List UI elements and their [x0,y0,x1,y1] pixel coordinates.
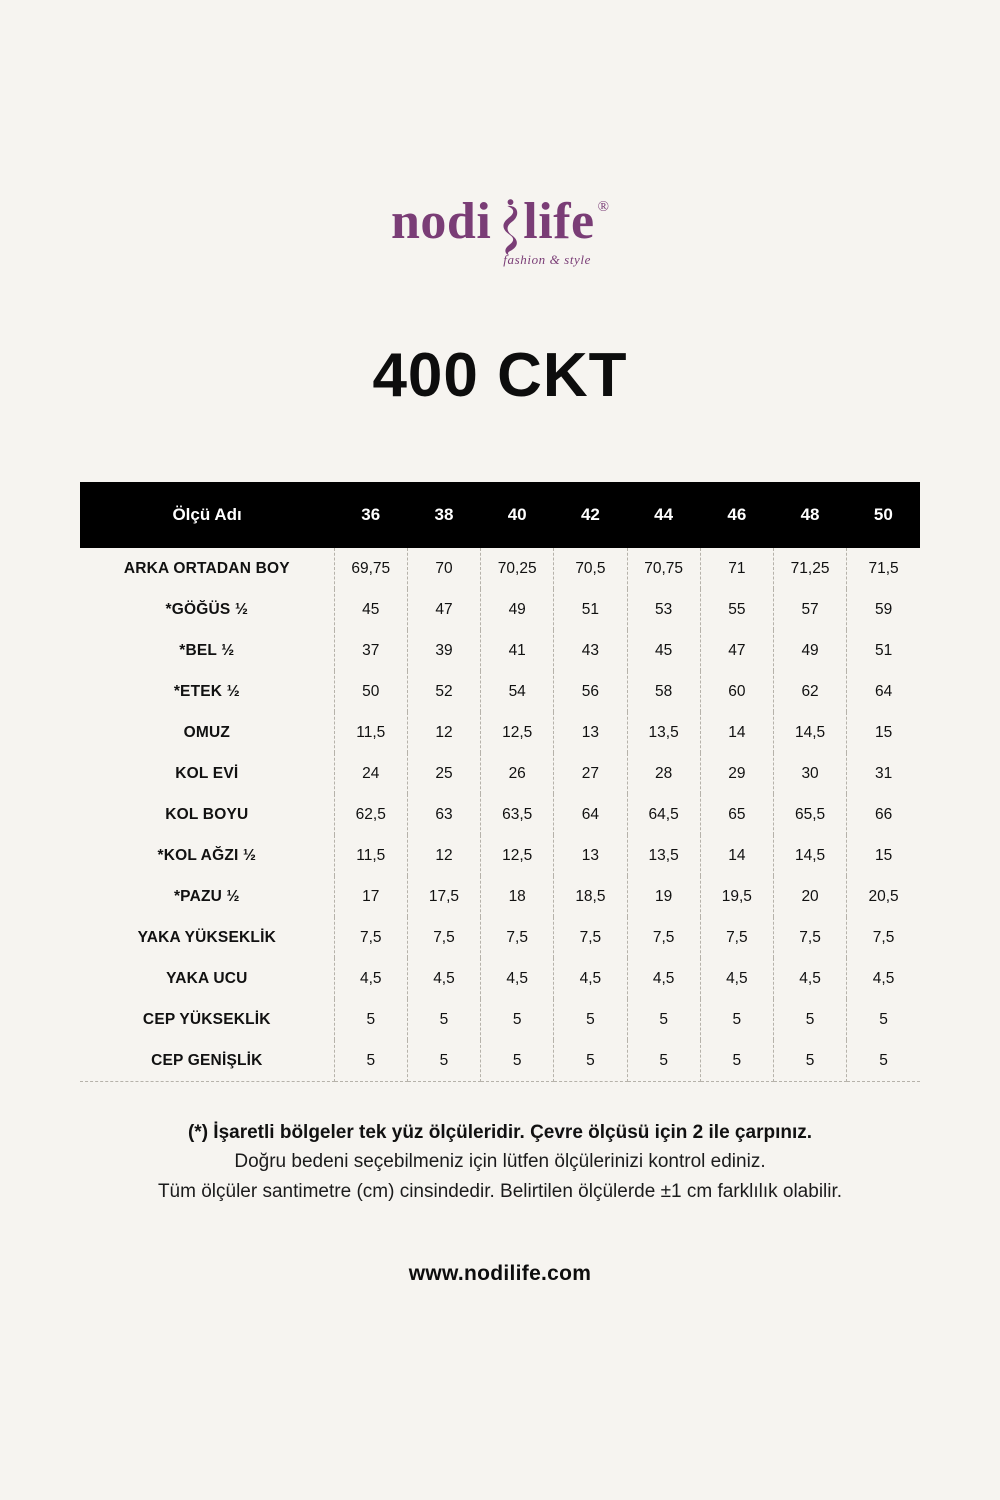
brand-logo [0,193,1000,267]
cell-value: 5 [554,1040,627,1082]
cell-value: 62 [773,671,846,712]
cell-value: 11,5 [334,712,407,753]
registered-trademark-icon: ® [597,199,609,215]
table-row [80,1040,920,1082]
footnotes [0,1118,1000,1206]
cell-value: 28 [627,753,700,794]
row-label: CEP YÜKSEKLİK [80,999,334,1040]
cell-value: 4,5 [700,958,773,999]
cell-value: 5 [334,999,407,1040]
cell-value: 15 [874,846,893,864]
woman-silhouette-icon [492,196,522,258]
cell-value: 7,5 [627,917,700,958]
cell-value: 5 [700,999,773,1040]
cell-value: 14 [700,835,773,876]
cell-value: 7,5 [481,917,554,958]
cell-value: 4,5 [481,958,554,999]
cell-value: 51 [874,641,893,659]
cell-value: 53 [627,589,700,630]
cell-value: 7,5 [334,917,407,958]
cell-value: 60 [700,671,773,712]
column-header-measure-name: Ölçü Adı [80,482,334,548]
footnote-primary: (*) İşaretli bölgeler tek yüz ölçüleridir. Çevre ölçüsü için 2 ile çarpınız. [187,1122,813,1143]
cell-value: 5 [481,1040,554,1082]
cell-value: 17 [334,876,407,917]
cell-value: 31 [874,764,893,782]
cell-value: 47 [407,589,480,630]
cell-value: 5 [773,999,846,1040]
column-header-size: 38 [407,482,480,548]
cell-value: 13,5 [627,835,700,876]
table-row [80,794,920,835]
cell-value: 41 [481,630,554,671]
cell-value: 11,5 [334,835,407,876]
cell-value: 4,5 [554,958,627,999]
cell-value: 15 [874,723,893,741]
cell-value: 51 [554,589,627,630]
row-label: *KOL AĞZI ½ [80,835,334,876]
cell-value: 69,75 [334,548,407,589]
cell-value: 5 [879,1010,888,1028]
row-label: YAKA UCU [80,958,334,999]
row-label: *ETEK ½ [80,671,334,712]
cell-value: 12 [407,835,480,876]
cell-value: 71 [700,548,773,589]
column-header-size: 50 [847,482,920,548]
cell-value: 30 [773,753,846,794]
cell-value: 26 [481,753,554,794]
column-header-size: 42 [554,482,627,548]
size-table [80,482,920,1082]
cell-value: 70 [407,548,480,589]
cell-value: 4,5 [627,958,700,999]
cell-value: 19,5 [700,876,773,917]
table-body [80,548,920,1082]
cell-value: 43 [554,630,627,671]
cell-value: 39 [407,630,480,671]
cell-value: 14,5 [773,835,846,876]
website-url[interactable]: www.nodilife.com [408,1262,592,1285]
cell-value: 18 [481,876,554,917]
column-header-size: 40 [481,482,554,548]
row-label: YAKA YÜKSEKLİK [80,917,334,958]
footnote-secondary: Doğru bedeni seçebilmeniz için lütfen ölçülerinizi kontrol ediniz. [234,1151,766,1173]
cell-value: 4,5 [407,958,480,999]
cell-value: 7,5 [554,917,627,958]
cell-value: 4,5 [773,958,846,999]
cell-value: 13 [554,835,627,876]
column-header-size: 48 [773,482,846,548]
cell-value: 54 [481,671,554,712]
cell-value: 4,5 [872,969,895,987]
cell-value: 70,75 [627,548,700,589]
cell-value: 56 [554,671,627,712]
cell-value: 4,5 [334,958,407,999]
row-label: *GÖĞÜS ½ [80,589,334,630]
cell-value: 5 [554,999,627,1040]
page-title: 400 CKT [372,341,628,410]
cell-value: 7,5 [700,917,773,958]
cell-value: 17,5 [407,876,480,917]
row-label: KOL EVİ [80,753,334,794]
cell-value: 18,5 [554,876,627,917]
cell-value: 58 [627,671,700,712]
cell-value: 29 [700,753,773,794]
table-row [80,835,920,876]
cell-value: 19 [627,876,700,917]
table-row [80,712,920,753]
cell-value: 47 [700,630,773,671]
cell-value: 5 [481,999,554,1040]
cell-value: 63,5 [481,794,554,835]
table-head [80,482,920,548]
size-table-wrapper [80,482,920,1082]
cell-value: 14 [700,712,773,753]
cell-value: 24 [334,753,407,794]
cell-value: 50 [334,671,407,712]
table-row [80,671,920,712]
cell-value: 13 [554,712,627,753]
cell-value: 63 [407,794,480,835]
row-label: OMUZ [80,712,334,753]
cell-value: 71,5 [868,559,899,577]
cell-value: 5 [847,1040,920,1082]
row-label: KOL BOYU [80,794,334,835]
cell-value: 12,5 [481,712,554,753]
table-row [80,753,920,794]
cell-value: 25 [407,753,480,794]
cell-value: 5 [700,1040,773,1082]
cell-value: 49 [481,589,554,630]
cell-value: 57 [773,589,846,630]
cell-value: 20,5 [868,887,899,905]
cell-value: 70,5 [554,548,627,589]
cell-value: 20 [773,876,846,917]
table-row [80,917,920,958]
cell-value: 5 [773,1040,846,1082]
cell-value: 5 [627,999,700,1040]
cell-value: 65,5 [773,794,846,835]
cell-value: 7,5 [407,917,480,958]
cell-value: 45 [334,589,407,630]
cell-value: 5 [627,1040,700,1082]
cell-value: 13,5 [627,712,700,753]
cell-value: 62,5 [334,794,407,835]
cell-value: 14,5 [773,712,846,753]
cell-value: 5 [407,1040,480,1082]
cell-value: 49 [773,630,846,671]
logo-tagline: fashion & style [503,252,591,267]
table-row [80,589,920,630]
cell-value: 59 [874,600,893,618]
logo-row [391,193,609,267]
cell-value: 12,5 [481,835,554,876]
logo-text-right: life [523,193,595,250]
table-row [80,630,920,671]
column-header-size: 36 [334,482,407,548]
cell-value: 37 [334,630,407,671]
column-header-size: 44 [627,482,700,548]
cell-value: 64 [874,682,893,700]
row-label: *PAZU ½ [80,876,334,917]
cell-value: 71,25 [773,548,846,589]
cell-value: 64,5 [627,794,700,835]
table-row [80,999,920,1040]
cell-value: 66 [874,805,893,823]
row-label: *BEL ½ [80,630,334,671]
row-label: ARKA ORTADAN BOY [80,548,334,589]
cell-value: 55 [700,589,773,630]
table-row [80,876,920,917]
table-row [80,548,920,589]
cell-value: 52 [407,671,480,712]
table-row [80,958,920,999]
logo-text-left: nodi [391,193,492,250]
cell-value: 5 [407,999,480,1040]
cell-value: 5 [334,1040,407,1082]
cell-value: 7,5 [872,928,895,946]
cell-value: 45 [627,630,700,671]
cell-value: 12 [407,712,480,753]
cell-value: 7,5 [773,917,846,958]
table-header-row [80,482,920,548]
column-header-size: 46 [700,482,773,548]
cell-value: 27 [554,753,627,794]
cell-value: 64 [554,794,627,835]
cell-value: 70,25 [481,548,554,589]
footnote-tertiary: Tüm ölçüler santimetre (cm) cinsindedir. Belirtilen ölçülerde ±1 cm farklılık olabilir. [157,1180,843,1202]
cell-value: 65 [700,794,773,835]
row-label: CEP GENİŞLİK [80,1040,334,1082]
